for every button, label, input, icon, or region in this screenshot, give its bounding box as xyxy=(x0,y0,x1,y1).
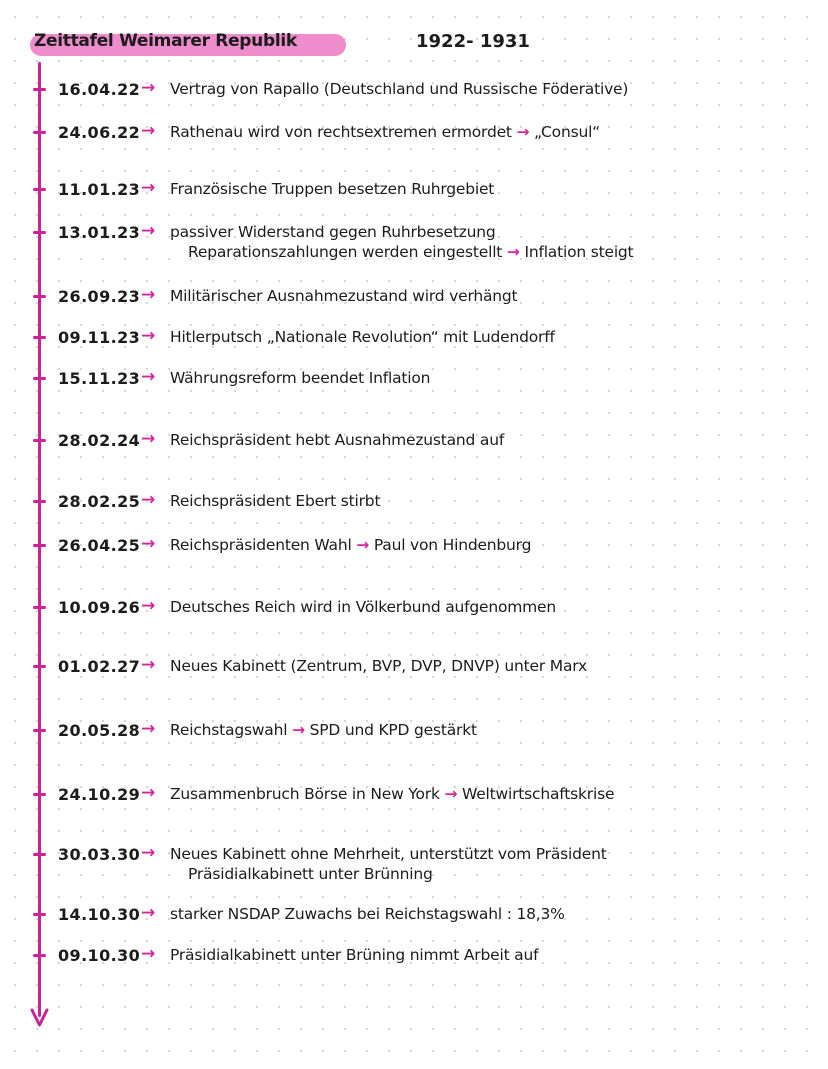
timeline-tick xyxy=(33,231,46,234)
arrow-icon: → xyxy=(141,944,156,964)
entry-date: 16.04.22 xyxy=(58,80,141,99)
arrow-icon: → xyxy=(356,536,370,554)
arrow-icon: → xyxy=(141,783,156,803)
timeline-tick xyxy=(33,88,46,91)
timeline-tick xyxy=(33,131,46,134)
page-title: Zeittafel Weimarer Republik xyxy=(34,31,297,51)
entry-text: Währungsreform beendet Inflation xyxy=(170,369,431,387)
year-range: 1922- 1931 xyxy=(416,31,530,52)
entry-text-continued: Präsidialkabinett unter Brünning xyxy=(188,865,433,883)
timeline-tick xyxy=(33,336,46,339)
entry-date: 01.02.27 xyxy=(58,657,141,676)
entry-date: 09.11.23 xyxy=(58,328,141,347)
entry-date: 15.11.23 xyxy=(58,369,141,388)
timeline-tick xyxy=(33,377,46,380)
entry-date: 13.01.23 xyxy=(58,223,141,242)
entry-date: 30.03.30 xyxy=(58,845,141,864)
timeline-tick xyxy=(33,606,46,609)
arrow-icon: → xyxy=(141,719,156,739)
timeline-tick xyxy=(33,954,46,957)
entry-text: Neues Kabinett (Zentrum, BVP, DVP, DNVP) unter Marx xyxy=(170,657,587,675)
entry-text: starker NSDAP Zuwachs bei Reichstagswahl : 18,3% xyxy=(170,905,565,923)
timeline-tick xyxy=(33,793,46,796)
entry-date: 26.09.23 xyxy=(58,287,141,306)
entry-date: 28.02.25 xyxy=(58,492,141,511)
entry-text: Französische Truppen besetzen Ruhrgebiet xyxy=(170,180,495,198)
entry-date: 09.10.30 xyxy=(58,946,141,965)
entry-text: passiver Widerstand gegen Ruhrbesetzung xyxy=(170,223,496,241)
entry-text: Hitlerputsch „Nationale Revolution“ mit Ludendorff xyxy=(170,328,555,346)
entry-text: Reichspräsident hebt Ausnahmezustand auf xyxy=(170,431,505,449)
entry-text-continued: Reparationszahlungen werden eingestellt → Inflation steigt xyxy=(188,243,634,261)
arrow-icon: → xyxy=(141,367,156,387)
entry-text: Präsidialkabinett unter Brüning nimmt Arbeit auf xyxy=(170,946,539,964)
timeline-tick xyxy=(33,665,46,668)
entry-date: 24.10.29 xyxy=(58,785,141,804)
arrow-icon: → xyxy=(292,721,305,739)
arrow-icon: → xyxy=(141,178,156,198)
timeline-tick xyxy=(33,188,46,191)
arrow-icon: → xyxy=(444,785,458,803)
arrow-icon: → xyxy=(141,221,156,241)
entry-text: Rathenau wird von rechtsextremen ermordet → „Consul“ xyxy=(170,123,601,141)
arrow-icon: → xyxy=(141,326,156,346)
entry-text: Militärischer Ausnahmezustand wird verhängt xyxy=(170,287,518,305)
timeline-tick xyxy=(33,729,46,732)
entry-date: 20.05.28 xyxy=(58,721,141,740)
timeline-tick xyxy=(33,295,46,298)
entry-text: Zusammenbruch Börse in New York → Weltwirtschaftskrise xyxy=(170,785,615,803)
entry-date: 24.06.22 xyxy=(58,123,141,142)
arrow-icon: → xyxy=(141,843,156,863)
entry-date: 26.04.25 xyxy=(58,536,141,555)
entry-date: 28.02.24 xyxy=(58,431,141,450)
arrow-icon: → xyxy=(141,596,156,616)
entry-text: Neues Kabinett ohne Mehrheit, unterstützt vom Präsident xyxy=(170,845,607,863)
entry-text: Deutsches Reich wird in Völkerbund aufgenommen xyxy=(170,598,557,616)
entry-text: Reichstagswahl → SPD und KPD gestärkt xyxy=(170,721,477,739)
timeline-arrow-icon xyxy=(30,1004,49,1028)
entry-text: Reichspräsidenten Wahl → Paul von Hindenburg xyxy=(170,536,532,554)
arrow-icon: → xyxy=(141,534,156,554)
arrow-icon: → xyxy=(141,429,156,449)
arrow-icon: → xyxy=(141,78,156,98)
arrow-icon: → xyxy=(141,285,156,305)
entry-text: Vertrag von Rapallo (Deutschland und Russische Föderative) xyxy=(170,80,629,98)
arrow-icon: → xyxy=(141,903,156,923)
timeline-tick xyxy=(33,913,46,916)
entry-text: Reichspräsident Ebert stirbt xyxy=(170,492,381,510)
timeline-tick xyxy=(33,544,46,547)
timeline-line xyxy=(38,62,41,1017)
arrow-icon: → xyxy=(506,243,520,261)
entry-date: 11.01.23 xyxy=(58,180,141,199)
arrow-icon: → xyxy=(141,655,156,675)
timeline-tick xyxy=(33,439,46,442)
timeline-tick xyxy=(33,500,46,503)
entry-date: 10.09.26 xyxy=(58,598,141,617)
entry-date: 14.10.30 xyxy=(58,905,141,924)
timeline-tick xyxy=(33,853,46,856)
arrow-icon: → xyxy=(516,123,530,141)
arrow-icon: → xyxy=(141,121,156,141)
arrow-icon: → xyxy=(141,490,156,510)
